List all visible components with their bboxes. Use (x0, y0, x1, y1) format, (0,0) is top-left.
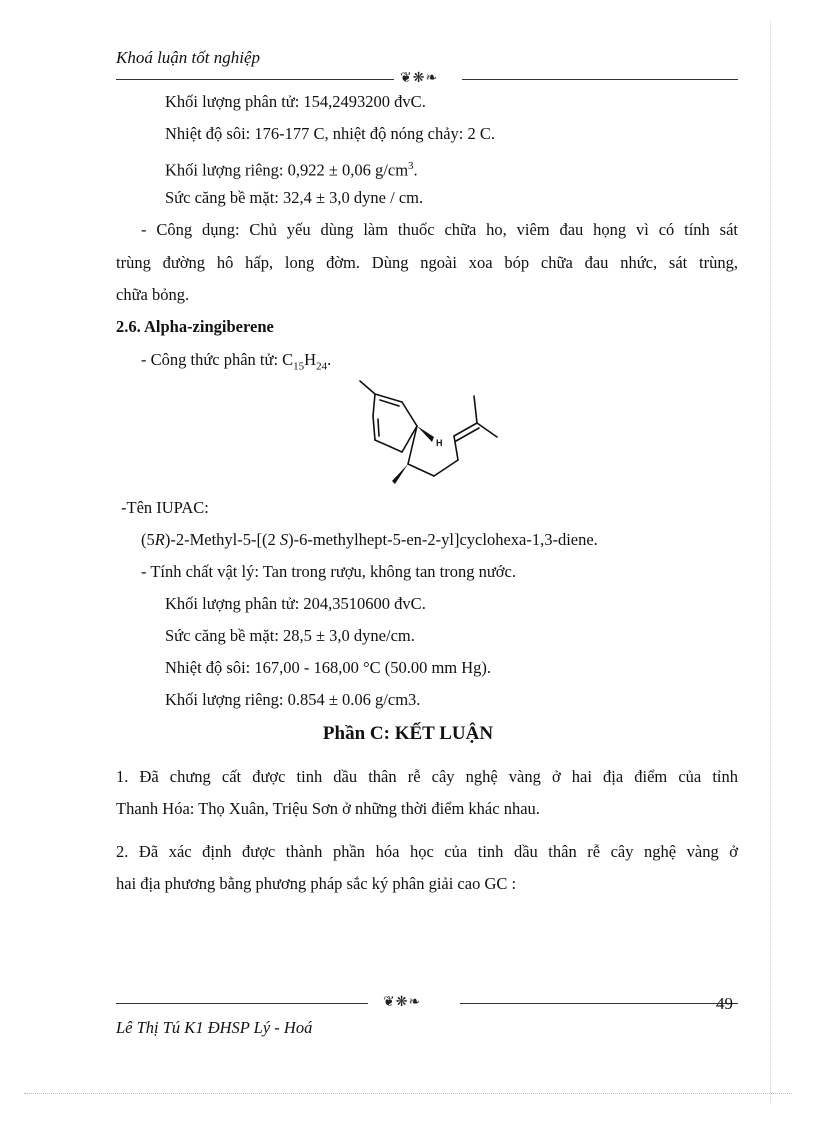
iupac-part-a: (5 (141, 530, 155, 549)
prop-mass-2: Khối lượng phân tử: 204,3510600 đvC. (165, 594, 426, 613)
footer-rule-right (460, 1003, 738, 1004)
ring-bond-2 (402, 402, 417, 426)
conclusion-p1-text1: 1. Đã chưng cất được tinh dầu thân rễ cây nghệ vàng ở hai địa điểm của tỉnh (116, 767, 738, 786)
formula-c-sub: 15 (293, 360, 305, 373)
iupac-name (141, 530, 598, 550)
page-bottom-border (24, 1093, 792, 1094)
iupac-r: R (154, 530, 165, 549)
footer-rule-left (116, 1003, 368, 1004)
usage-line-1 (141, 220, 738, 240)
methyl-wedge (392, 464, 408, 484)
ring-bond-1 (375, 394, 402, 402)
header-rule-right (462, 79, 738, 80)
prop-boil-2: Nhiệt độ sôi: 167,00 - 168,00 °C (50.00 mm Hg). (165, 658, 492, 677)
prop-density-1 (165, 156, 418, 181)
usage-line-2 (116, 253, 738, 273)
prop-density-2: Khối lượng riêng: 0.854 ± 0.06 g/cm3. (165, 690, 421, 709)
chain-bond-3 (434, 460, 458, 476)
prop-tension-1: Sức căng bề mặt: 32,4 ± 3,0 dyne / cm. (165, 188, 424, 207)
zingiberene-structure (350, 378, 510, 488)
page-number: 49 (716, 994, 733, 1013)
prop-tension-2: Sức căng bề mặt: 28,5 ± 3,0 dyne/cm. (165, 626, 415, 645)
iupac-label: -Tên IUPAC: (121, 498, 209, 517)
section-title: 2.6. Alpha-zingiberene (116, 317, 274, 336)
formula-prefix: - Công thức phân tử: C (141, 350, 294, 369)
density-text: Khối lượng riêng: 0,922 ± 0,06 g/cm (165, 160, 409, 180)
density-sup: 3 (408, 160, 414, 172)
iupac-part-c: )-6-methylhept-5-en-2-yl]cyclohexa-1,3-diene. (288, 530, 598, 549)
h-label: H (436, 438, 443, 448)
ring-bond-4 (375, 440, 402, 452)
ring-double-2 (378, 419, 379, 436)
usage-line-3: chữa bỏng. (116, 285, 190, 304)
conclusion-p2-line1 (116, 842, 738, 862)
ring-bond-5 (373, 416, 375, 440)
physical-properties: - Tính chất vật lý: Tan trong rượu, không tan trong nước. (141, 562, 516, 581)
molecular-formula (141, 350, 331, 376)
methyl-bond-top (360, 381, 375, 394)
density-suffix: . (413, 160, 418, 180)
footer-ornament: ❦❋❧ (383, 995, 422, 1010)
header-title: Khoá luận tốt nghiệp (116, 48, 261, 67)
conclusion-p1-line2: Thanh Hóa: Thọ Xuân, Triệu Sơn ở những thời điểm khác nhau. (116, 799, 540, 818)
header-ornament: ❦❋❧ (400, 71, 439, 86)
chain-methyl-1 (474, 396, 477, 423)
footer-author: Lê Thị Tú K1 ĐHSP Lý - Hoá (116, 1018, 313, 1037)
formula-suffix: . (327, 350, 332, 369)
ring-bond-6 (373, 394, 375, 416)
iupac-part-b: )-2-Methyl-5-[(2 (164, 530, 276, 549)
usage-text-2: trùng đường hô hấp, long đờm. Dùng ngoài xoa bóp chữa đau nhức, sát trùng, (116, 253, 738, 272)
h-wedge (417, 426, 434, 442)
prop-mass-1: Khối lượng phân tử: 154,2493200 đvC. (165, 92, 426, 111)
chain-methyl-2 (477, 423, 497, 437)
formula-h: H (304, 350, 317, 369)
ring-bond-3 (402, 426, 417, 452)
page-cut-line (770, 20, 771, 1103)
chain-double-b (456, 428, 479, 441)
conclusion-p2-text1: 2. Đã xác định được thành phần hóa học của tinh dầu thân rễ cây nghệ vàng ở (116, 842, 738, 861)
iupac-s: S (279, 530, 289, 549)
conclusion-heading: Phần C: KẾT LUẬN (322, 723, 494, 744)
conclusion-p1-line1 (116, 767, 738, 787)
conclusion-p2-line2: hai địa phương bằng phương pháp sắc ký phân giải cao GC : (116, 874, 517, 893)
usage-text-1: - Công dụng: Chủ yếu dùng làm thuốc chữa ho, viêm đau họng vì có tính sát (141, 220, 738, 239)
prop-boil-1: Nhiệt độ sôi: 176-177 C, nhiệt độ nóng chảy: 2 C. (165, 124, 495, 143)
chain-double-a (454, 423, 477, 436)
formula-h-sub: 24 (316, 360, 328, 373)
header-rule-left (116, 79, 394, 80)
chain-bond-1 (408, 426, 417, 464)
chain-bond-2 (408, 464, 434, 476)
